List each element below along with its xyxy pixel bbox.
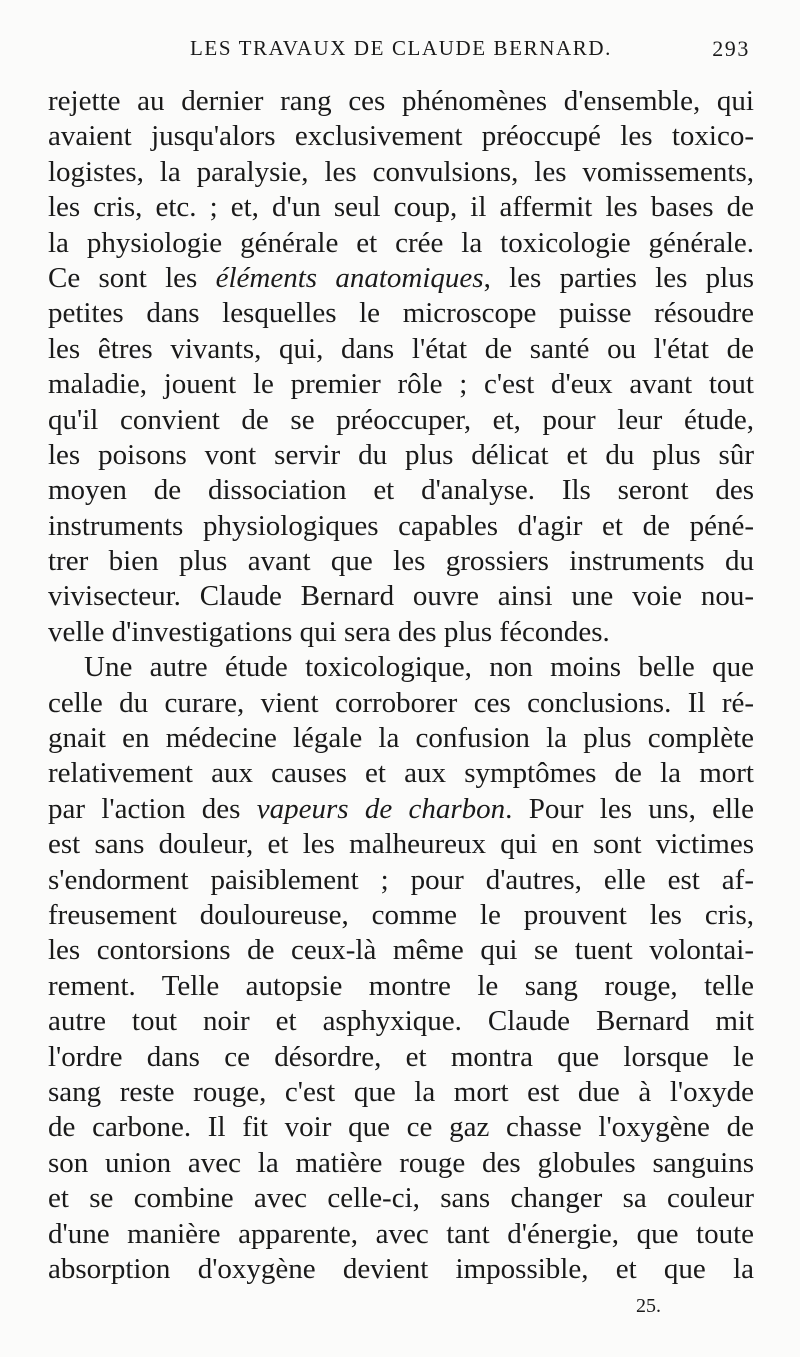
text-line: trer bien plus avant que les grossiers instruments du — [48, 545, 754, 578]
text-line: moyen de dissociation et d'analyse. Ils seront des — [48, 474, 754, 507]
text-run: , les parties les plus — [483, 261, 754, 294]
text-line: relativement aux causes et aux symptômes de la mort — [48, 757, 754, 790]
text-line: de carbone. Il fit voir que ce gaz chasse l'oxygène de — [48, 1111, 754, 1144]
text-line: maladie, jouent le premier rôle ; c'est d'eux avant tout — [48, 368, 754, 401]
text-line: est sans douleur, et les malheureux qui en sont victimes — [48, 828, 754, 861]
text-run: Ce sont les — [48, 261, 216, 294]
text-line: absorption d'oxygène devient impossible, et que la — [48, 1252, 754, 1285]
text-run: . Pour les uns, elle — [505, 792, 754, 825]
text-line: logistes, la paralysie, les convulsions, les vomissements, — [48, 155, 754, 188]
text-line-emphasis — [48, 792, 754, 827]
text-line: et se combine avec celle-ci, sans changer sa couleur — [48, 1182, 754, 1215]
paragraph-2 — [48, 650, 754, 1287]
italic-phrase: éléments anatomiques — [215, 261, 484, 294]
text-line: avaient jusqu'alors exclusivement préoccupé les toxico- — [48, 120, 754, 153]
text-line: les êtres vivants, qui, dans l'état de santé ou l'état de — [48, 332, 754, 365]
text-line: autre tout noir et asphyxique. Claude Bernard mit — [48, 1005, 754, 1038]
text-line: la physiologie générale et crée la toxicologie générale. — [48, 226, 754, 259]
paragraph-1 — [48, 84, 754, 650]
text-line: les contorsions de ceux-là même qui se tuent volontai- — [48, 934, 754, 967]
text-line: son union avec la matière rouge des globules sanguins — [48, 1146, 754, 1179]
italic-phrase: vapeurs de charbon — [256, 792, 506, 825]
text-line: les cris, etc. ; et, d'un seul coup, il affermit les bases de — [48, 191, 754, 224]
text-run: par l'action des — [48, 792, 257, 825]
text-line: l'ordre dans ce désordre, et montra que lorsque le — [48, 1040, 754, 1073]
text-line: d'une manière apparente, avec tant d'énergie, que toute — [48, 1217, 754, 1250]
page-header — [190, 36, 750, 68]
text-line: rement. Telle autopsie montre le sang rouge, telle — [48, 969, 754, 1002]
running-title: LES TRAVAUX DE CLAUDE BERNARD. — [190, 36, 612, 60]
text-line: qu'il convient de se préoccuper, et, pour leur étude, — [48, 403, 754, 436]
text-line: petites dans lesquelles le microscope puisse résoudre — [48, 297, 754, 330]
text-line: sang reste rouge, c'est que la mort est due à l'oxyde — [48, 1075, 754, 1108]
text-line: s'endorment paisiblement ; pour d'autres, elle est af- — [48, 863, 754, 896]
text-line: vivisecteur. Claude Bernard ouvre ainsi une voie nou- — [48, 580, 754, 613]
text-line: Une autre étude toxicologique, non moins belle que — [84, 651, 754, 684]
text-line: celle du curare, vient corroborer ces conclusions. Il ré- — [48, 686, 754, 719]
text-line: velle d'investigations qui sera des plus fécondes. — [48, 615, 610, 648]
text-line: instruments physiologiques capables d'agir et de péné- — [48, 509, 754, 542]
signature-mark: 25. — [636, 1295, 661, 1317]
text-line: freusement douloureuse, comme le prouvent les cris, — [48, 898, 754, 931]
body-text — [48, 84, 754, 1287]
text-line: les poisons vont servir du plus délicat et du plus sûr — [48, 438, 754, 471]
page-number: 293 — [712, 36, 750, 61]
text-line: gnait en médecine légale la confusion la plus complète — [48, 722, 754, 755]
text-line-emphasis — [48, 261, 754, 296]
text-line: rejette au dernier rang ces phénomènes d'ensemble, qui — [48, 85, 754, 117]
